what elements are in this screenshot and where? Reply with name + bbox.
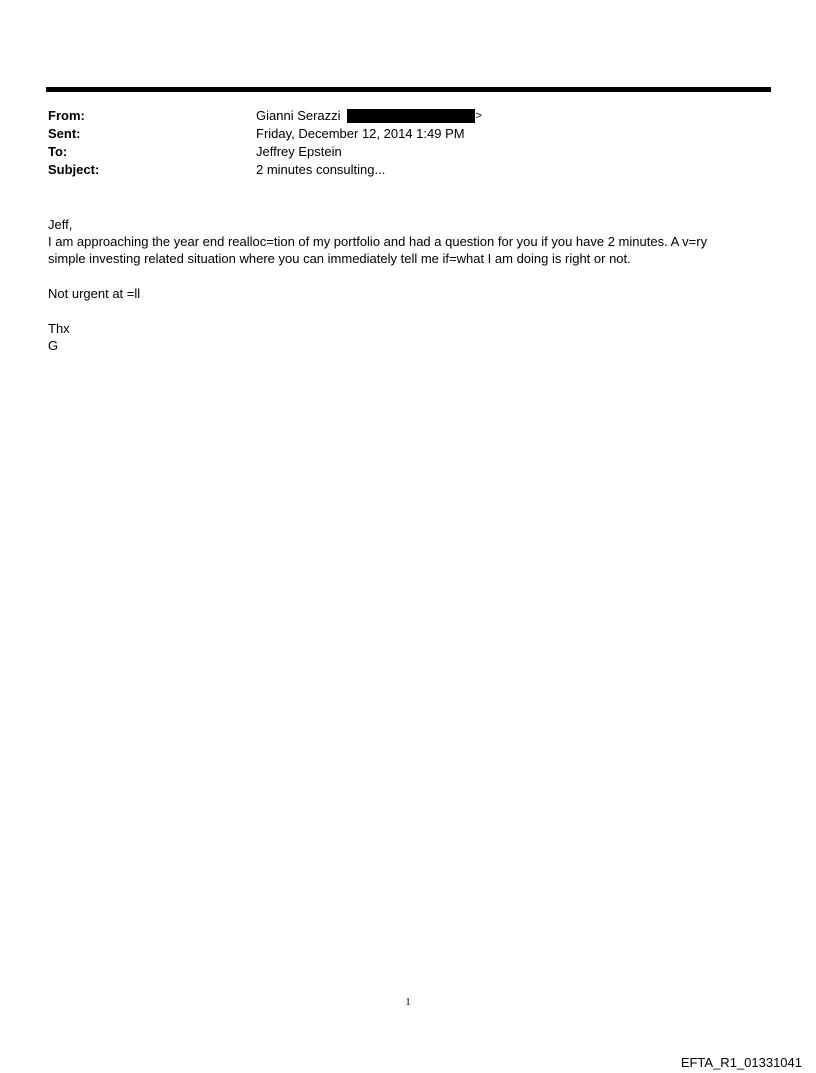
page-number: 1 — [405, 996, 411, 1008]
to-row — [48, 143, 748, 161]
from-row — [48, 107, 748, 125]
redaction-box — [347, 109, 475, 123]
signoff: Thx — [48, 321, 70, 336]
document-id: EFTA_R1_01331041 — [680, 1055, 802, 1070]
body-line-2: simple investing related situation where you can immediately tell me if=what I am doing is right or not. — [48, 251, 631, 266]
note-line: Not urgent at =ll — [48, 286, 141, 301]
subject-label: Subject: — [48, 162, 100, 177]
sent-value: Friday, December 12, 2014 1:49 PM — [256, 126, 465, 141]
body-line-1: I am approaching the year end realloc=tion of my portfolio and had a question for you if you have 2 minutes. A v=ry — [48, 234, 708, 249]
to-label: To: — [48, 144, 68, 159]
redaction-bracket-icon: > — [475, 110, 482, 122]
subject-value: 2 minutes consulting... — [256, 162, 386, 177]
subject-row — [48, 161, 748, 179]
header-divider — [46, 87, 771, 92]
email-header — [48, 107, 748, 179]
signature: G — [48, 338, 59, 353]
sent-row — [48, 125, 748, 143]
from-value — [256, 107, 482, 125]
to-value: Jeffrey Epstein — [256, 144, 342, 159]
from-label: From: — [48, 108, 85, 123]
greeting: Jeff, — [48, 217, 73, 232]
sent-label: Sent: — [48, 126, 81, 141]
sender-name: Gianni Serazzi — [256, 108, 341, 123]
email-body — [48, 216, 768, 354]
